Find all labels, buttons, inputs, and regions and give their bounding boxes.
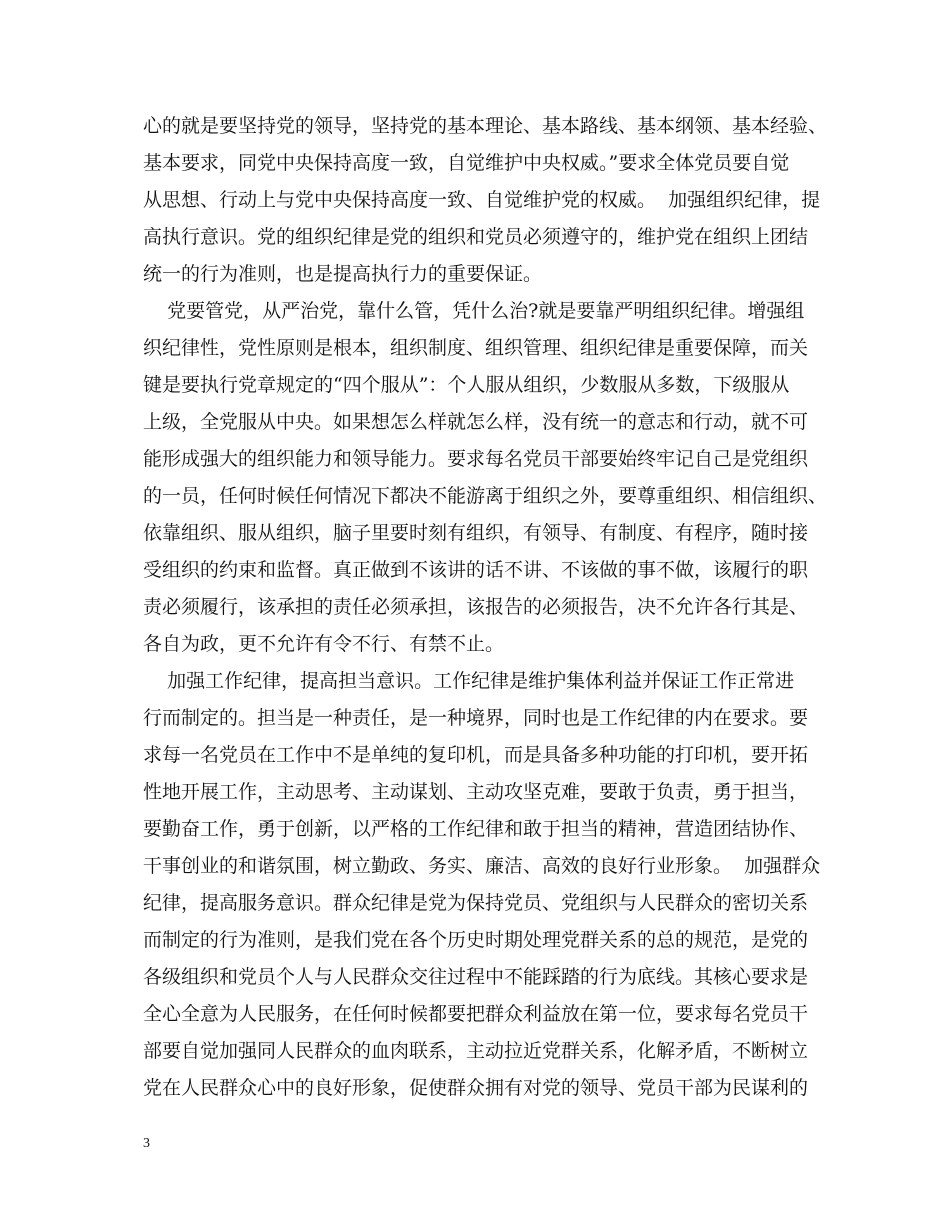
text-line: 高执行意识。党的组织纪律是党的组织和党员必须遵守的，维护党在组织上团结 xyxy=(143,226,809,248)
text-line: 的一员，任何时候任何情况下都决不能游离于组织之外，要尊重组织、相信组织、 xyxy=(143,485,828,507)
text-line: 而制定的行为准则，是我们党在各个历史时期处理党群关系的总的规范，是党的 xyxy=(143,929,809,951)
text-line: 加强工作纪律，提高担当意识。工作纪律是维护集体利益并保证工作正常进 xyxy=(143,670,795,692)
text-line: 行而制定的。担当是一种责任，是一种境界，同时也是工作纪律的内在要求。要 xyxy=(143,707,809,729)
text-line: 依靠组织、服从组织，脑子里要时刻有组织，有领导、有制度、有程序，随时接 xyxy=(143,522,809,544)
text-line: 统一的行为准则，也是提高执行力的重要保证。 xyxy=(143,263,543,285)
text-line: 要勤奋工作，勇于创新，以严格的工作纪律和敢于担当的精神，营造团结协作、 xyxy=(143,818,809,840)
text-line: 能形成强大的组织能力和领导能力。要求每名党员干部要始终牢记自己是党组织 xyxy=(143,448,809,470)
text-line: 织纪律性，党性原则是根本，组织制度、组织管理、组织纪律是重要保障，而关 xyxy=(143,337,809,359)
text-line: 各自为政，更不允许有令不行、有禁不止。 xyxy=(143,633,505,655)
text-line: 党在人民群众心中的良好形象，促使群众拥有对党的领导、党员干部为民谋利的 xyxy=(143,1077,809,1099)
text-line: 从思想、行动上与党中央保持高度一致、自觉维护党的权威。 加强组织纪律，提 xyxy=(143,189,821,211)
text-line: 干事创业的和谐氛围，树立勤政、务实、廉洁、高效的良好行业形象。 加强群众 xyxy=(143,855,821,877)
text-line: 键是要执行党章规定的“四个服从”：个人服从组织，少数服从多数，下级服从 xyxy=(143,374,790,396)
text-line: 纪律，提高服务意识。群众纪律是党为保持党员、党组织与人民群众的密切关系 xyxy=(143,892,809,914)
text-line: 心的就是要坚持党的领导，坚持党的基本理论、基本路线、基本纲领、基本经验、 xyxy=(143,115,828,137)
text-line: 上级，全党服从中央。如果想怎么样就怎么样，没有统一的意志和行动，就不可 xyxy=(143,411,809,433)
text-line: 责必须履行，该承担的责任必须承担，该报告的必须报告，决不允许各行其是、 xyxy=(143,596,809,618)
text-line: 基本要求，同党中央保持高度一致，自觉维护中央权威。”要求全体党员要自觉 xyxy=(143,152,790,174)
text-line: 各级组织和党员个人与人民群众交往过程中不能踩踏的行为底线。其核心要求是 xyxy=(143,966,809,988)
text-line: 部要自觉加强同人民群众的血肉联系，主动拉近党群关系，化解矛盾，不断树立 xyxy=(143,1040,809,1062)
text-line: 性地开展工作，主动思考、主动谋划、主动攻坚克难，要敢于负责，勇于担当， xyxy=(143,781,809,803)
body-text xyxy=(143,108,833,1107)
text-line: 求每一名党员在工作中不是单纯的复印机，而是具备多种功能的打印机，要开拓 xyxy=(143,744,809,766)
text-line: 受组织的约束和监督。真正做到不该讲的话不讲、不该做的事不做，该履行的职 xyxy=(143,559,809,581)
text-line: 全心全意为人民服务，在任何时候都要把群众利益放在第一位，要求每名党员干 xyxy=(143,1003,809,1025)
page-number: 3 xyxy=(143,1136,150,1151)
text-line: 党要管党，从严治党，靠什么管，凭什么治?就是要靠严明组织纪律。增强组 xyxy=(143,300,805,322)
